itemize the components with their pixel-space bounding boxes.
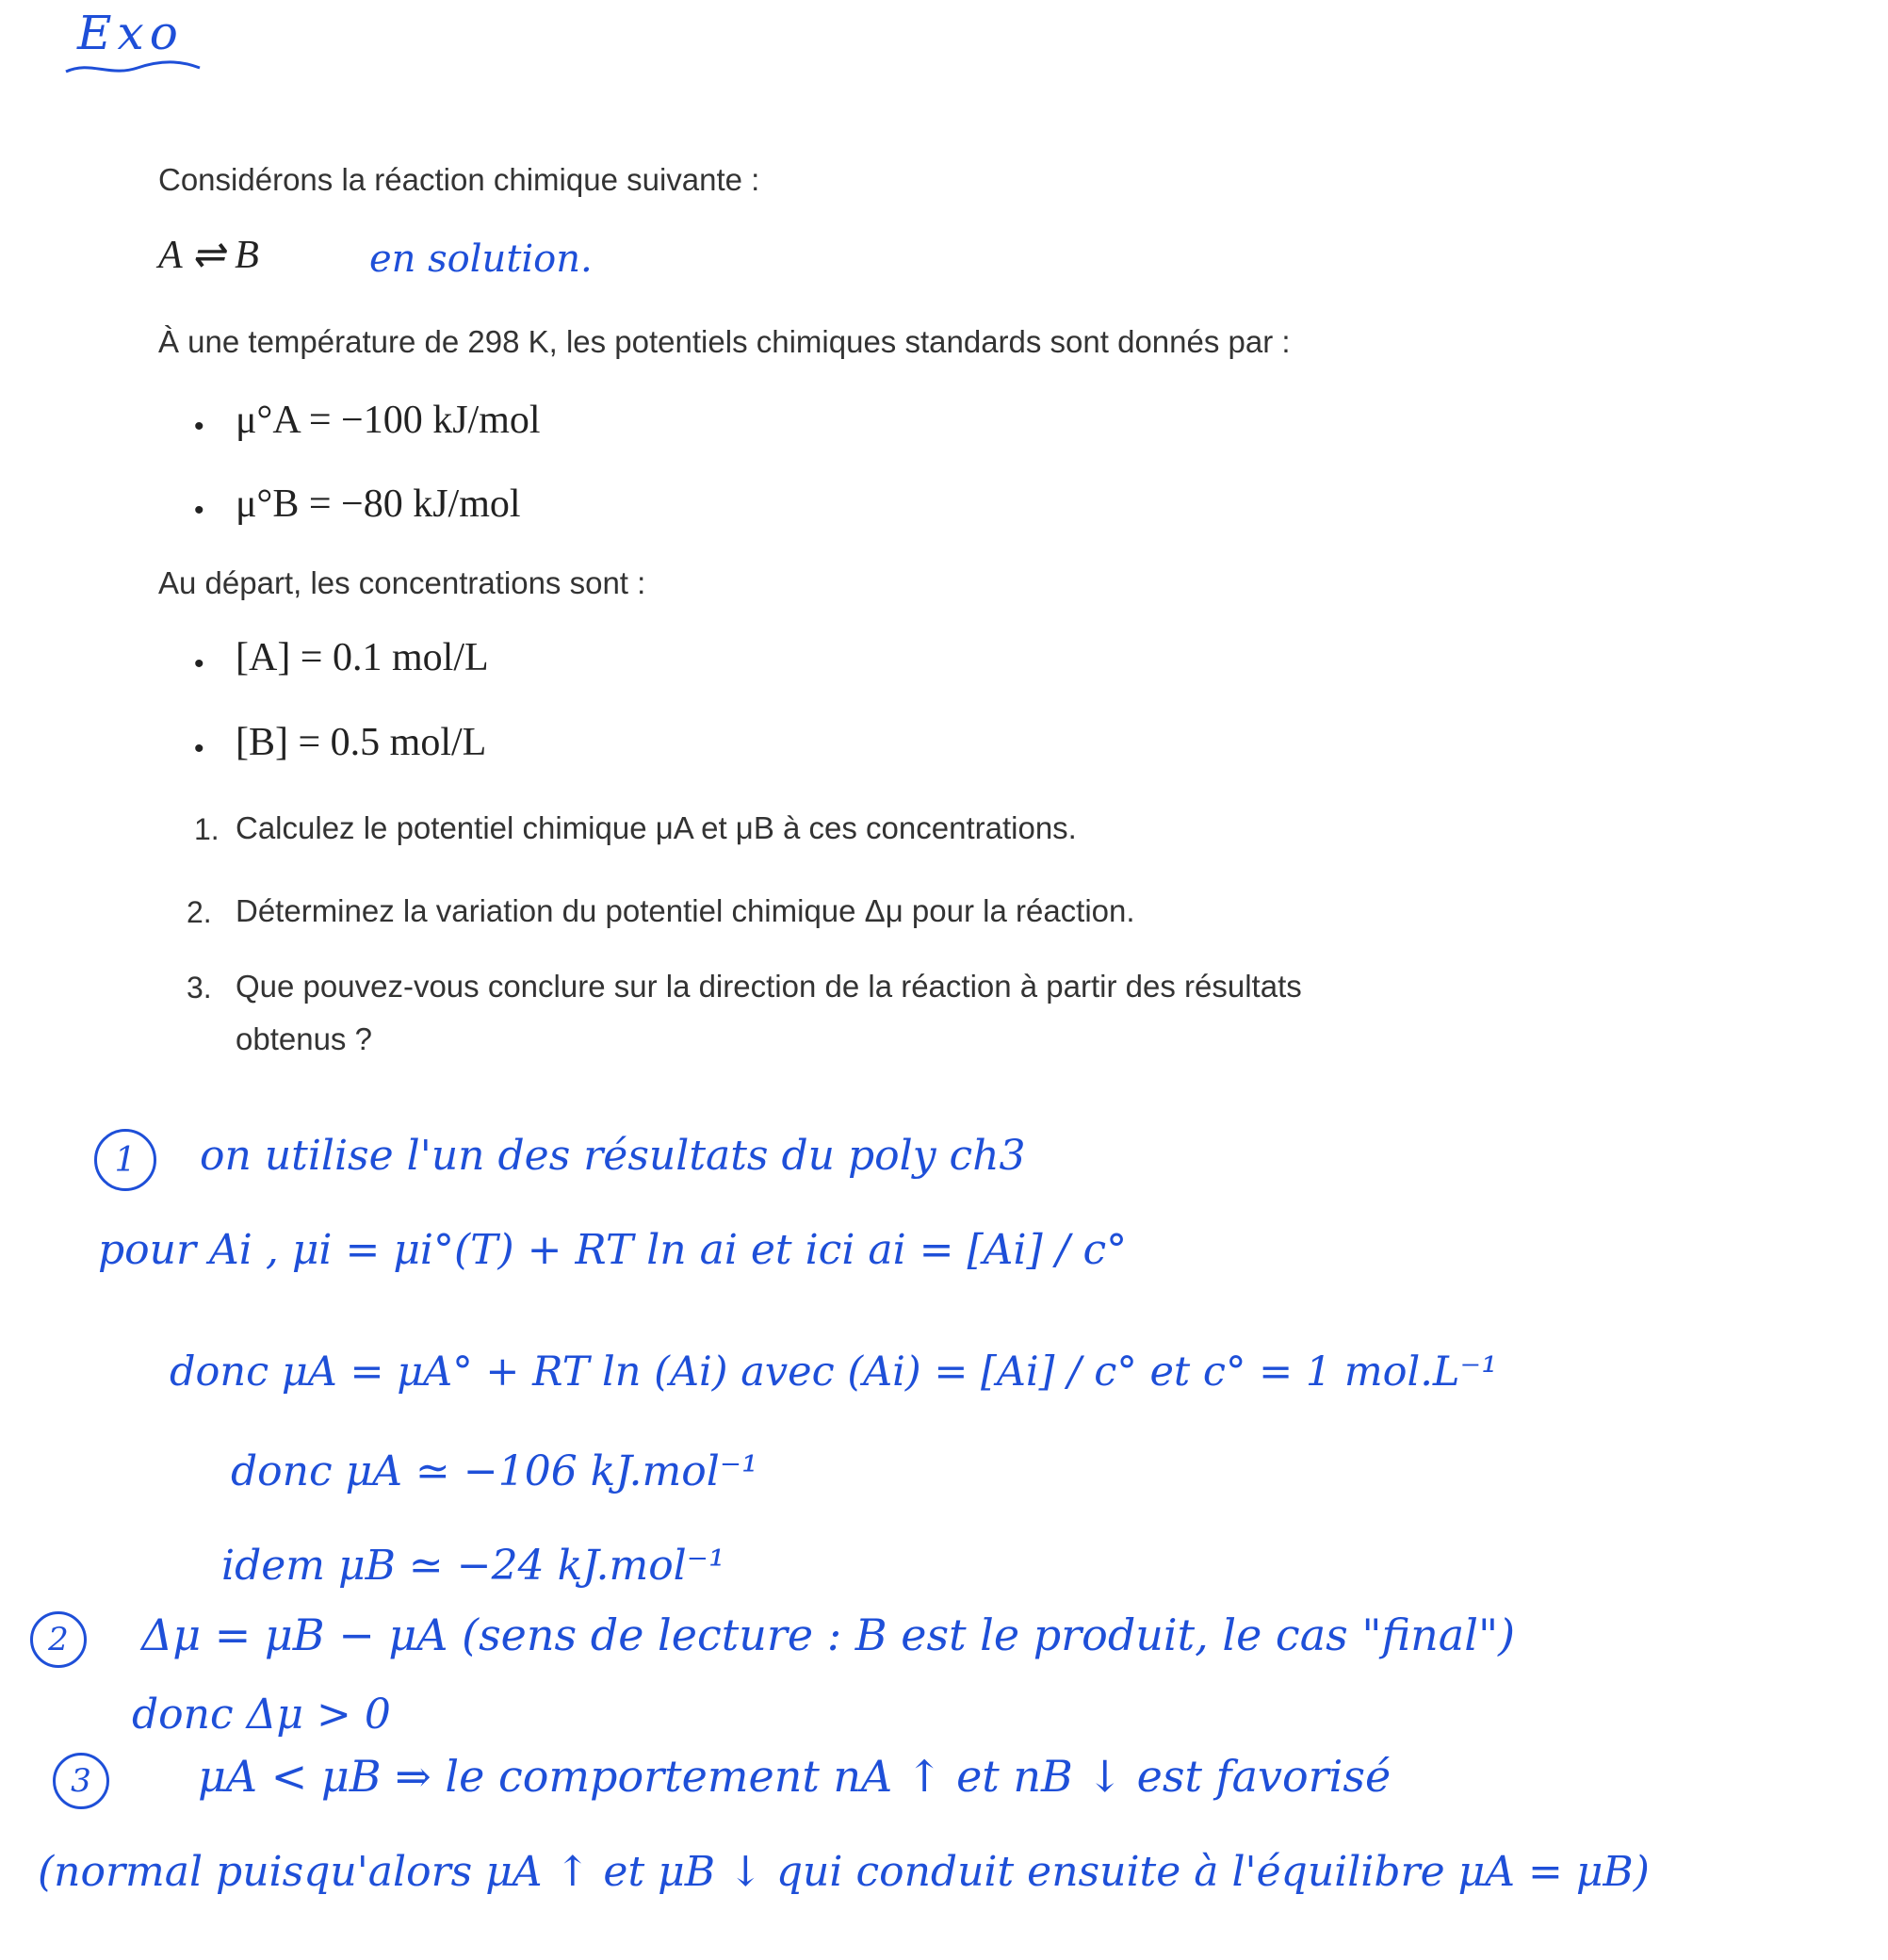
question-1: Calculez le potentiel chimique μA et μB à ces concentrations.: [236, 810, 1077, 845]
question-3: Que pouvez-vous conclure sur la direction de la réaction à partir des résultats: [236, 969, 1302, 1004]
mu-a-standard: μ°A = −100 kJ/mol: [236, 399, 541, 442]
bullet: •: [194, 411, 204, 442]
question-3-continuation: obtenus ?: [236, 1021, 372, 1056]
answer-3-marker: 3: [53, 1753, 109, 1809]
question-number: 1.: [194, 812, 220, 846]
answer-1-line-1: on utilise l'un des résultats du poly ch3: [200, 1132, 1026, 1180]
answer-2-line-2: donc Δμ > 0: [132, 1690, 391, 1739]
concentration-b: [B] = 0.5 mol/L: [236, 721, 487, 764]
answer-3-line-2: (normal puisqu'alors μA ↑ et μB ↓ qui conduit ensuite à l'équilibre μA = μB): [38, 1848, 1650, 1896]
mu-b-standard: μ°B = −80 kJ/mol: [236, 482, 521, 526]
reaction-equation: A ⇌ B: [158, 234, 259, 277]
annotation-solution: en solution.: [369, 237, 593, 281]
answer-1-marker: 1: [94, 1129, 156, 1191]
intro-text: Considérons la réaction chimique suivante :: [158, 162, 760, 197]
question-2: Déterminez la variation du potentiel chimique Δμ pour la réaction.: [236, 893, 1135, 928]
bullet: •: [194, 648, 204, 679]
answer-1-line-5: idem μB ≃ −24 kJ.mol⁻¹: [221, 1542, 725, 1590]
answer-1-line-3: donc μA = μA° + RT ln (Ai) avec (Ai) = [Ai] / c° et c° = 1 mol.L⁻¹: [170, 1348, 1498, 1396]
question-number: 3.: [187, 971, 212, 1004]
bullet: •: [194, 495, 204, 526]
answer-2-line-1: Δμ = μB − μA (sens de lecture : B est le produit, le cas "final"): [141, 1609, 1516, 1660]
handwritten-title: Exo: [77, 6, 184, 60]
answer-1-line-4: donc μA ≃ −106 kJ.mol⁻¹: [231, 1447, 758, 1495]
title-underline: [62, 57, 203, 79]
answer-2-marker: 2: [30, 1611, 87, 1668]
concentration-intro: Au départ, les concentrations sont :: [158, 565, 646, 600]
answer-3-line-1: μA < μB ⇒ le comportement nA ↑ et nB ↓ est favorisé: [198, 1751, 1392, 1802]
answer-1-line-2: pour Ai , μi = μi°(T) + RT ln ai et ici ai = [Ai] / c°: [98, 1226, 1128, 1274]
question-number: 2.: [187, 895, 212, 929]
bullet: •: [194, 733, 204, 764]
concentration-a: [A] = 0.1 mol/L: [236, 636, 489, 679]
temperature-sentence: À une température de 298 K, les potentiels chimiques standards sont donnés par :: [158, 324, 1291, 359]
